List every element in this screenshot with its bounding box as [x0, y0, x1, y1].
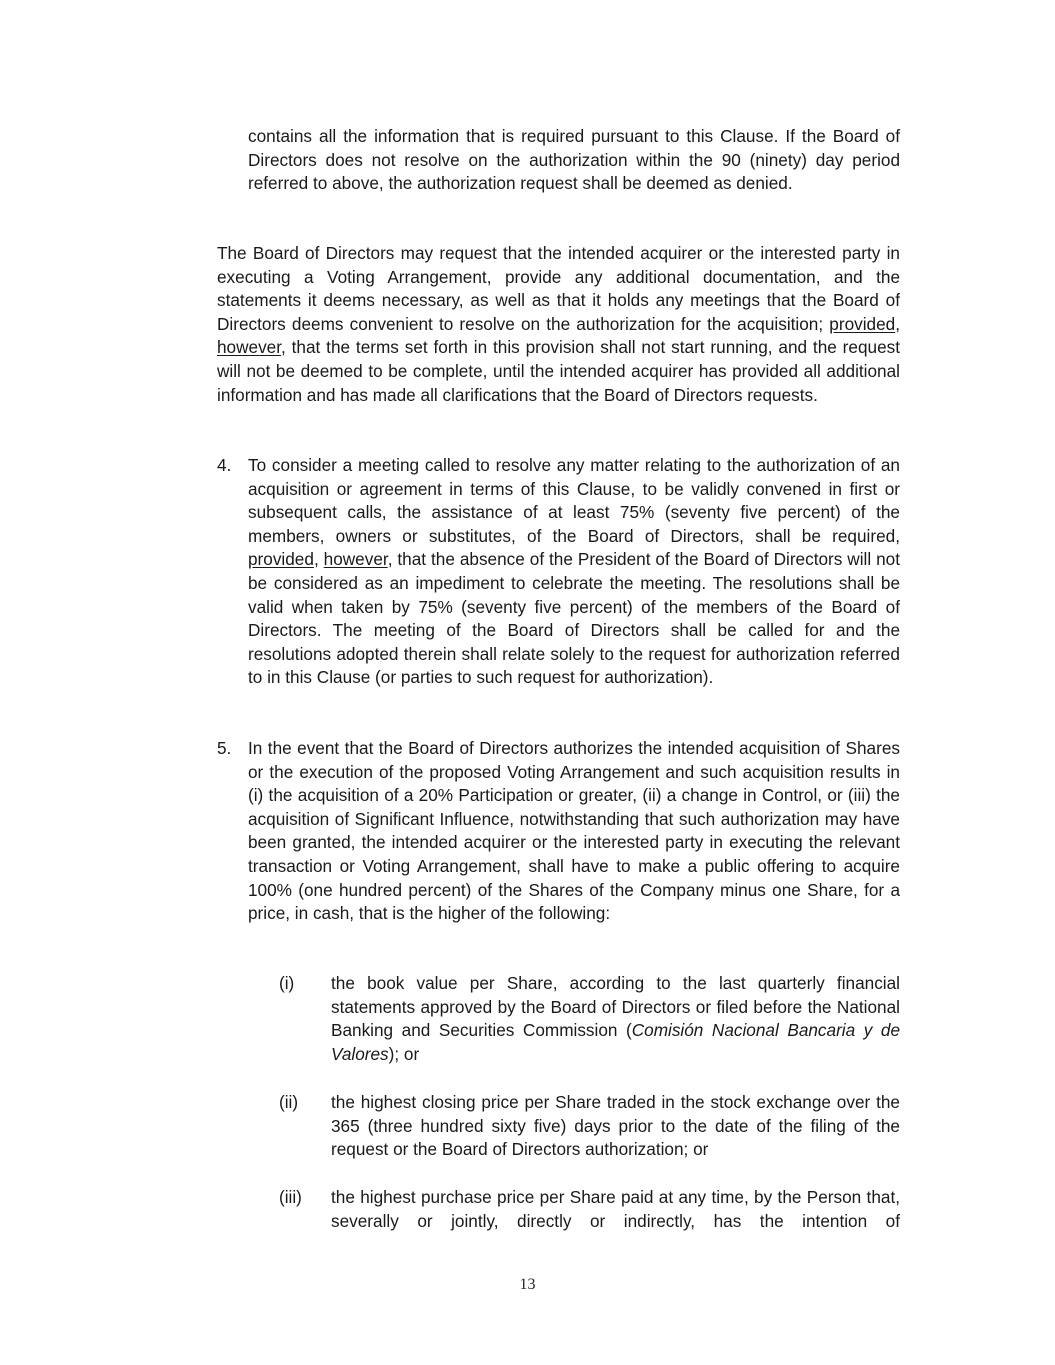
- continuation-paragraph: contains all the information that is required pursuant to this Clause. If the Board of Directors does not resolve on the authorization within the 90 (ninety) day period referred to above, the authorization request shall be deemed as denied.: [248, 126, 900, 194]
- underlined-however: however: [217, 337, 282, 358]
- subitem-number: (ii): [279, 1092, 299, 1112]
- underlined-provided: provided: [248, 549, 314, 570]
- item-number: 4.: [217, 455, 232, 475]
- subitem-ii: [279, 1091, 900, 1162]
- underlined-provided: provided: [829, 313, 896, 334]
- board-request-paragraph: [217, 242, 900, 407]
- paragraph-text: The Board of Directors may request that the intended acquirer or the interested party in executing a Voting Arrangement, provide any additional documentation, and the statements it deems necessary, as well as that it holds any meetings that the Board of Directors deems convenient to resolve on the authorization for the acquisition;: [217, 243, 900, 334]
- subitem-number: (iii): [279, 1187, 302, 1207]
- item-text: [248, 454, 900, 690]
- subitem-number: (i): [279, 973, 295, 993]
- italic-spanish-name: Comisión Nacional Bancaria y de Valores: [331, 1020, 900, 1064]
- subitem-text-part: the book value per Share, according to the last quarterly financial statements approved by the Board of Directors or filed before the National Banking and Securities Commission (: [331, 973, 900, 1041]
- underlined-however: however: [323, 549, 388, 570]
- numbered-item-5: [217, 737, 900, 926]
- item-text-part: , that the absence of the President of the Board of Directors will not be considered as an impediment to celebrate the meeting. The resolutions shall be valid when taken by 75% (seventy five percent) of the members of the Board of Directors. The meeting of the Board of Directors shall be called for and the resolutions adopted therein shall relate solely to the request for authorization referred to in this Clause (or parties to such request for authorization).: [248, 549, 900, 688]
- item-text: In the event that the Board of Directors authorizes the intended acquisition of Shares or the execution of the proposed Voting Arrangement and such acquisition results in (i) the acquisition of a 20% Participation or greater, (ii) a change in Control, or (iii) the acquisition of Significant Influence, notwithstanding that such authorization may have been granted, the intended acquirer or the interested party in executing the relevant transaction or Voting Arrangement, shall have to make a public offering to acquire 100% (one hundred percent) of the Shares of the Company minus one Share, for a price, in cash, that is the higher of the following:: [248, 738, 900, 924]
- subitem-iii: [279, 1186, 900, 1233]
- subitem-text: the highest purchase price per Share paid at any time, by the Person that, severally or jointly, directly or indirectly, has the intention of: [331, 1187, 900, 1231]
- paragraph-text: ,: [895, 313, 900, 334]
- page-number: 13: [519, 1276, 536, 1293]
- item-text-part: To consider a meeting called to resolve any matter relating to the authorization of an acquisition or agreement in terms of this Clause, to be validly convened in first or subsequent calls, the assistance of at least 75% (seventy five percent) of the members, owners or substitutes, of the Board of Directors, shall be required,: [248, 455, 900, 546]
- item-text-part: ,: [313, 549, 324, 570]
- paragraph-text: , that the terms set forth in this provision shall not start running, and the request will not be deemed to be complete, until the intended acquirer has provided all additional information and has made all clarifications that the Board of Directors requests.: [217, 337, 900, 405]
- numbered-item-4: [217, 454, 900, 690]
- subitem-i: [279, 972, 900, 1066]
- subitem-text: the highest closing price per Share traded in the stock exchange over the 365 (three hundred sixty five) days prior to the date of the filing of the request or the Board of Directors authorization; or: [331, 1092, 900, 1160]
- subitem-text-part: ); or: [388, 1043, 420, 1064]
- item-number: 5.: [217, 738, 232, 758]
- subitem-text: [331, 972, 900, 1066]
